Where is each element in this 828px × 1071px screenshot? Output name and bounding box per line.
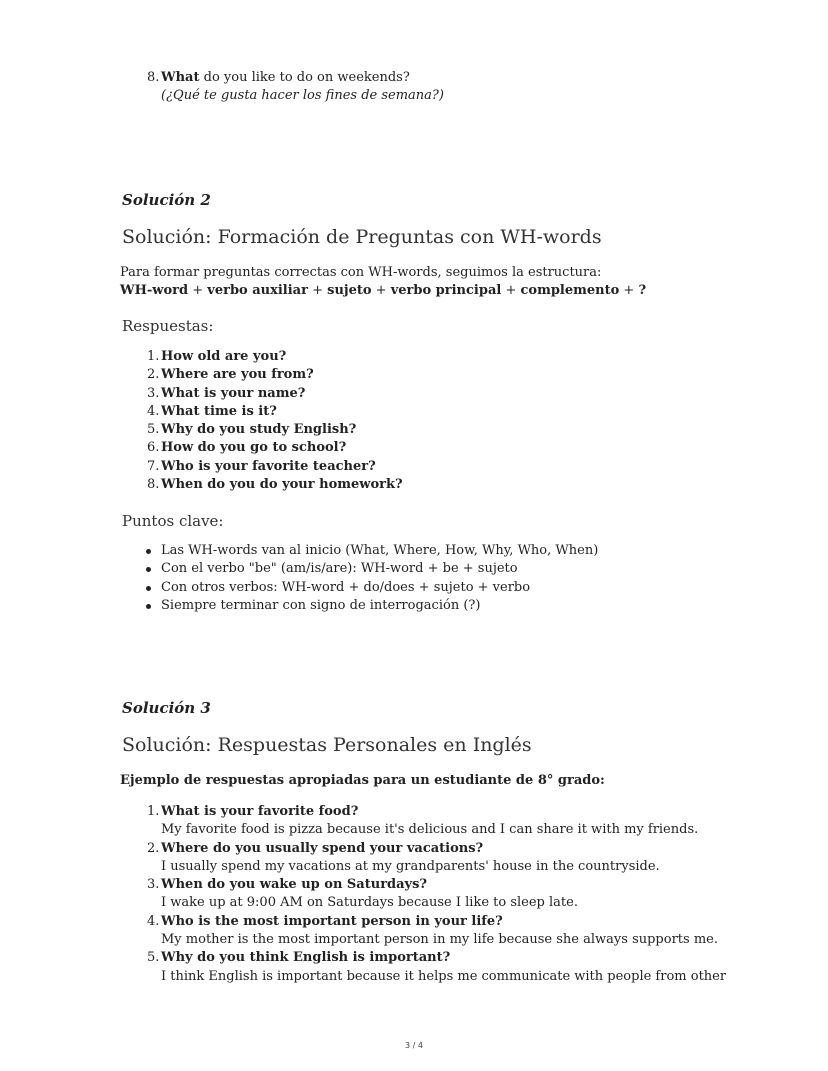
question-text: do you like to do on weekends?: [199, 70, 410, 85]
previous-list-item: [0, 69, 828, 106]
formula-part: sujeto: [327, 283, 372, 299]
item-number: 2.: [147, 840, 160, 856]
intro-text: Para formar preguntas correctas con WH-words, seguimos la estructura:: [120, 265, 602, 280]
item-number: 3.: [147, 385, 160, 401]
personal-answer-item: [0, 949, 828, 986]
item-number: 5.: [147, 950, 160, 966]
key-point-item: [0, 560, 828, 578]
formula-part: verbo principal: [390, 283, 502, 299]
personal-answer-item: [0, 913, 828, 950]
answer-text: Where are you from?: [161, 367, 314, 383]
bullet-icon: [146, 604, 151, 609]
answer-text: I think English is important because it helps me communicate with people from other: [161, 968, 727, 984]
item-number: 4.: [147, 403, 160, 419]
answer-item: [0, 348, 828, 366]
formula-plus: +: [307, 283, 328, 299]
question-keyword: What: [161, 70, 200, 85]
question-text: Why do you think English is important?: [161, 950, 451, 966]
item-number: 1.: [147, 349, 160, 364]
formula-plus: +: [188, 283, 208, 299]
question-text: What is your favorite food?: [161, 804, 359, 819]
answer-text: Why do you study English?: [161, 422, 357, 438]
solution-3-label: Solución 3: [122, 699, 211, 717]
solution-2-intro: [120, 264, 820, 301]
question-text: Who is the most important person in your life?: [161, 913, 503, 929]
key-point-item: [0, 597, 828, 615]
answer-item: [0, 458, 828, 476]
bullet-icon: [146, 586, 151, 591]
key-point-text: Con otros verbos: WH-word + do/does + sujeto + verbo: [161, 579, 531, 595]
formula-part: WH-word: [120, 283, 189, 299]
key-point-item: [0, 579, 828, 597]
answers-list: [0, 348, 828, 494]
bullet-icon: [146, 549, 151, 554]
formula-part: verbo auxiliar: [207, 283, 308, 299]
answer-text: What time is it?: [161, 403, 277, 419]
personal-answer-item: [0, 876, 828, 913]
answer-item: [0, 439, 828, 457]
item-number: 6.: [147, 440, 160, 456]
personal-answers-list: [0, 803, 828, 986]
page-number: 3 / 4: [405, 1041, 423, 1050]
answer-item: [0, 476, 828, 494]
structure-formula: [120, 282, 820, 300]
item-number: 7.: [147, 458, 160, 474]
item-number: 3.: [147, 877, 160, 893]
answer-text: What is your name?: [161, 385, 306, 401]
answer-item: [0, 385, 828, 403]
answer-text: How do you go to school?: [161, 440, 347, 456]
question-translation: (¿Qué te gusta hacer los fines de semana?): [161, 88, 444, 104]
solution-2-title: Solución: Formación de Preguntas con WH-words: [122, 226, 602, 248]
answer-item: [0, 421, 828, 439]
answer-text: When do you do your homework?: [161, 477, 403, 493]
formula-part: complemento: [520, 283, 620, 299]
answers-heading: Respuestas:: [122, 317, 214, 335]
key-point-text: Siempre terminar con signo de interrogación (?): [161, 597, 481, 613]
solution-2-label: Solución 2: [122, 191, 211, 209]
key-point-text: Las WH-words van al inicio (What, Where, How, Why, Who, When): [161, 543, 599, 558]
item-number: 2.: [147, 367, 160, 383]
question-text: When do you wake up on Saturdays?: [161, 877, 428, 893]
item-number: 5.: [147, 422, 160, 438]
answer-item: [0, 403, 828, 421]
answer-text: My favorite food is pizza because it's delicious and I can share it with my friends.: [161, 822, 699, 838]
answer-item: [0, 366, 828, 384]
formula-plus: +: [371, 283, 391, 299]
formula-plus: +: [501, 283, 521, 299]
formula-part: ?: [638, 283, 647, 299]
item-number: 4.: [147, 913, 160, 929]
solution-3-intro: Ejemplo de respuestas apropiadas para un estudiante de 8° grado:: [120, 773, 605, 788]
answer-text: I usually spend my vacations at my grandparents' house in the countryside.: [161, 858, 660, 874]
item-number: 8.: [147, 70, 160, 85]
solution-3-title: Solución: Respuestas Personales en Inglés: [122, 734, 532, 756]
key-points-heading: Puntos clave:: [122, 512, 224, 530]
personal-answer-item: [0, 840, 828, 877]
key-point-text: Con el verbo "be" (am/is/are): WH-word + be + sujeto: [161, 561, 518, 577]
item-number: 1.: [147, 804, 160, 819]
answer-text: How old are you?: [161, 349, 287, 364]
question-text: Where do you usually spend your vacations?: [161, 840, 484, 856]
key-point-item: [0, 542, 828, 560]
key-points-list: [0, 542, 828, 615]
answer-text: I wake up at 9:00 AM on Saturdays because I like to sleep late.: [161, 895, 578, 911]
formula-plus: +: [619, 283, 639, 299]
bullet-icon: [146, 567, 151, 572]
answer-text: My mother is the most important person in my life because she always supports me.: [161, 932, 718, 948]
item-number: 8.: [147, 477, 160, 493]
personal-answer-item: [0, 803, 828, 840]
answer-text: Who is your favorite teacher?: [161, 458, 376, 474]
